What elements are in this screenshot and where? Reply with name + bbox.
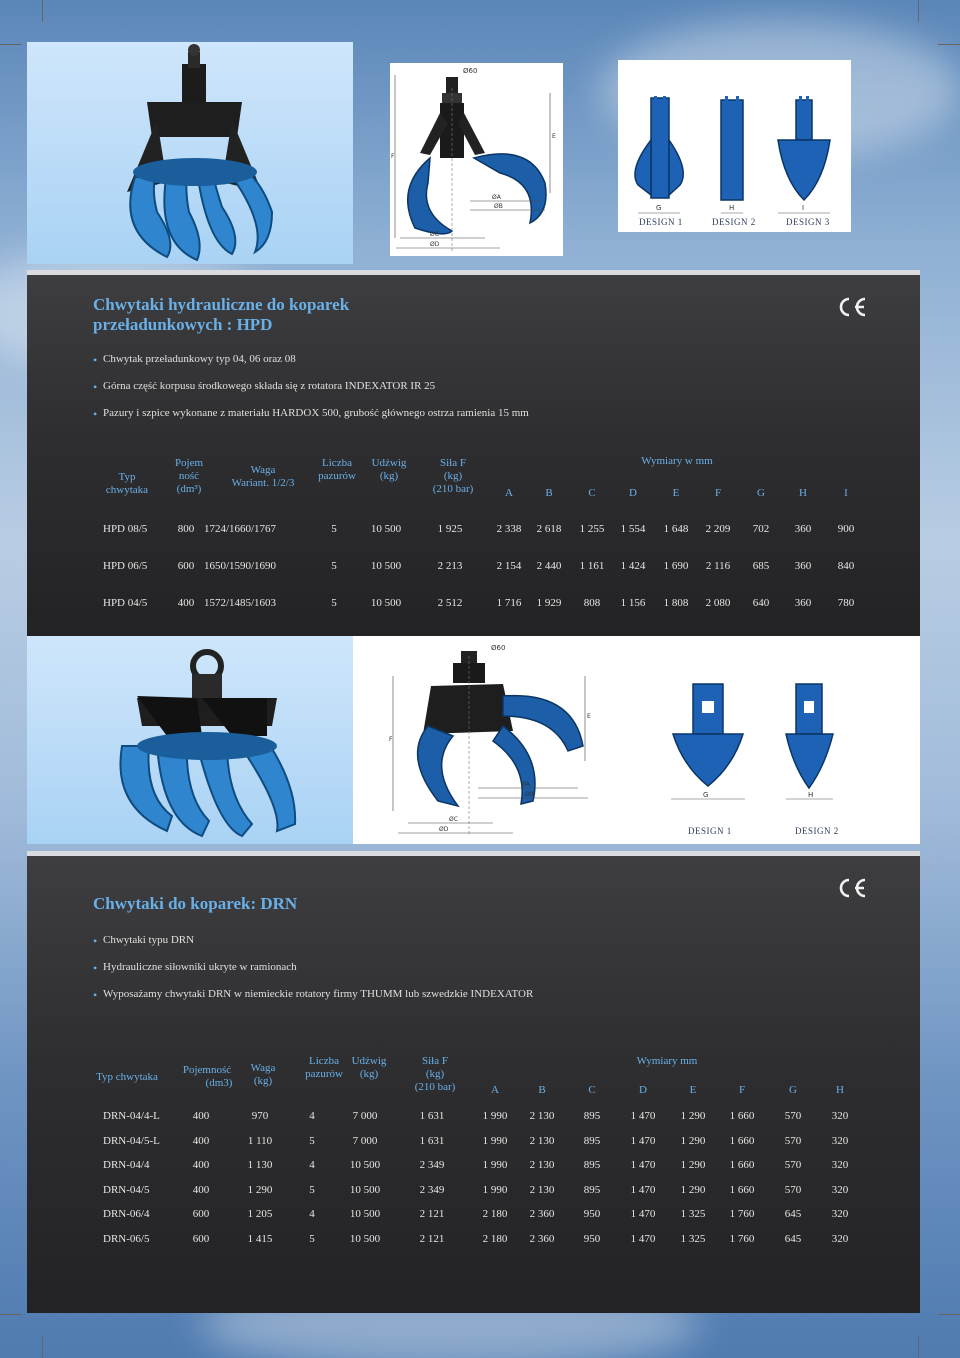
- table-cell: 702: [752, 523, 770, 535]
- table-cell: 1 470: [630, 1159, 656, 1171]
- table-cell: 360: [794, 597, 812, 609]
- col-header-sila: Siła F (kg) (210 bar): [414, 1055, 456, 1093]
- table-cell: 400: [192, 1110, 210, 1122]
- col-header-waga: Waga (kg): [250, 1062, 276, 1087]
- table-cell: 1 660: [729, 1110, 755, 1122]
- hpd-panel: [27, 270, 920, 636]
- dim-mark: Ø60: [463, 67, 478, 75]
- table-cell: 640: [752, 597, 770, 609]
- table-cell: DRN-04/5: [103, 1183, 150, 1196]
- table-cell: 400: [192, 1159, 210, 1171]
- table-cell: 895: [583, 1110, 601, 1122]
- dim-header-d: D: [629, 487, 637, 499]
- table-cell: 1 554: [620, 523, 646, 535]
- dim-mark: Ø60: [491, 644, 506, 652]
- table-cell: 1 925: [437, 523, 463, 535]
- dim-header-b: B: [545, 487, 553, 499]
- table-cell: DRN-06/5: [103, 1232, 150, 1245]
- table-cell: 950: [583, 1232, 601, 1245]
- ce-mark-icon: [835, 296, 867, 318]
- table-cell: 2 130: [529, 1159, 555, 1171]
- table-cell: 5: [331, 560, 337, 572]
- table-cell: 1 290: [680, 1159, 706, 1171]
- dim-letter: H: [729, 204, 735, 212]
- dim-header-g: G: [757, 487, 765, 499]
- table-cell: 10 500: [349, 1208, 381, 1220]
- table-cell: 4: [309, 1208, 315, 1220]
- drn-feature-list: [93, 934, 533, 1000]
- table-cell: 570: [784, 1159, 802, 1171]
- col-header-udzwig: Udźwig (kg): [351, 1055, 387, 1080]
- table-cell: 2 360: [529, 1232, 555, 1245]
- drn-panel: [27, 851, 920, 1313]
- table-cell: 1 660: [729, 1134, 755, 1147]
- list-item: • Górna część korpusu środkowego składa się z rotatora INDEXATOR IR 25: [93, 380, 529, 392]
- table-cell: 1 760: [729, 1208, 755, 1220]
- dim-mark: ØD: [430, 241, 440, 248]
- table-cell: 970: [251, 1110, 269, 1122]
- col-header-pojemnosc: Pojemność (dm3): [182, 1064, 233, 1089]
- ce-mark-icon: [835, 877, 867, 899]
- table-cell: 1 631: [419, 1134, 445, 1147]
- table-cell: 2 349: [419, 1159, 445, 1171]
- table-cell: 1 424: [620, 560, 646, 572]
- table-cell: 1 325: [680, 1232, 706, 1245]
- dim-mark: F: [391, 153, 395, 160]
- table-cell: 900: [837, 523, 855, 535]
- table-cell: 1 470: [630, 1134, 656, 1147]
- dim-mark: ØB: [525, 791, 534, 798]
- table-cell: 780: [837, 597, 855, 609]
- drn-grab-photo: [27, 636, 353, 844]
- dim-header-f: F: [714, 487, 722, 499]
- table-cell: 685: [752, 560, 770, 572]
- table-cell: 2 080: [705, 597, 731, 609]
- design-label: DESIGN 1: [639, 217, 683, 227]
- table-cell: 570: [784, 1134, 802, 1147]
- table-cell: 2 116: [705, 560, 731, 572]
- table-cell: 10 500: [370, 523, 402, 535]
- table-cell: 2 440: [536, 560, 562, 572]
- hpd-designs-drawing: [618, 60, 851, 232]
- table-cell: 1 470: [630, 1208, 656, 1220]
- table-cell: 10 500: [349, 1232, 381, 1245]
- list-item: • Chwytaki typu DRN: [93, 934, 533, 946]
- table-cell: 2 154: [496, 560, 522, 572]
- dim-header-h: H: [799, 487, 807, 499]
- table-cell: 1 990: [482, 1159, 508, 1171]
- table-cell: 10 500: [349, 1159, 381, 1171]
- dim-header-i: I: [844, 487, 848, 499]
- table-cell: 360: [794, 523, 812, 535]
- table-cell: 895: [583, 1134, 601, 1147]
- table-cell: 1 205: [247, 1208, 273, 1220]
- table-cell: 1 990: [482, 1110, 508, 1122]
- table-cell: 1 716: [496, 597, 522, 609]
- table-cell: 600: [192, 1208, 210, 1220]
- dim-header-c: C: [588, 1084, 596, 1096]
- table-cell: 1 161: [579, 560, 605, 572]
- table-cell: 400: [192, 1134, 210, 1147]
- table-cell: 2 209: [705, 523, 731, 535]
- col-header-wymiary: Wymiary mm: [636, 1055, 698, 1067]
- table-cell: 400: [177, 597, 195, 609]
- dim-header-c: C: [588, 487, 596, 499]
- dim-header-a: A: [491, 1084, 499, 1096]
- table-cell: DRN-06/4: [103, 1208, 150, 1220]
- dim-mark: ØC: [430, 231, 439, 238]
- table-cell: 1 110: [247, 1134, 273, 1147]
- table-cell: 1 760: [729, 1232, 755, 1245]
- table-cell: 600: [177, 560, 195, 572]
- table-cell: 1 130: [247, 1159, 273, 1171]
- table-cell: DRN-04/4: [103, 1159, 150, 1171]
- table-cell: 320: [831, 1110, 849, 1122]
- hpd-title: Chwytaki hydrauliczne do koparek przeładunkowych : HPD: [93, 295, 350, 334]
- dim-letter: G: [656, 204, 662, 212]
- table-cell: 1 290: [247, 1183, 273, 1196]
- design-label: DESIGN 3: [786, 217, 830, 227]
- design-label: DESIGN 1: [688, 826, 732, 836]
- col-header-liczba: Liczba pazurów: [318, 457, 356, 482]
- table-cell: 840: [837, 560, 855, 572]
- drn-title: Chwytaki do koparek: DRN: [93, 894, 298, 913]
- table-cell: 320: [831, 1183, 849, 1196]
- table-cell: 2 121: [419, 1208, 445, 1220]
- table-cell: 1 660: [729, 1159, 755, 1171]
- table-cell: 2 121: [419, 1232, 445, 1245]
- dim-mark: ØC: [449, 816, 458, 823]
- col-header-udzwig: Udźwig (kg): [371, 457, 407, 482]
- table-cell: 1 470: [630, 1183, 656, 1196]
- table-cell: 600: [192, 1232, 210, 1245]
- list-item: • Hydrauliczne siłowniki ukryte w ramionach: [93, 961, 533, 973]
- table-cell: 1724/1660/1767: [203, 523, 277, 535]
- table-cell: 1 290: [680, 1134, 706, 1147]
- table-cell: 4: [309, 1110, 315, 1122]
- list-item: • Wyposażamy chwytaki DRN w niemieckie rotatory firmy THUMM lub szwedzkie INDEXATOR: [93, 988, 533, 1000]
- table-cell: 1 156: [620, 597, 646, 609]
- table-cell: 1 290: [680, 1183, 706, 1196]
- table-cell: 7 000: [352, 1134, 378, 1147]
- table-cell: 645: [784, 1208, 802, 1220]
- table-cell: HPD 04/5: [103, 597, 148, 609]
- dim-letter: I: [802, 204, 805, 212]
- drn-technical-drawing: [353, 636, 920, 844]
- table-cell: 895: [583, 1183, 601, 1196]
- table-cell: 5: [309, 1134, 315, 1147]
- col-header-typ: Typ chwytaka: [105, 471, 149, 496]
- table-cell: 10 500: [370, 597, 402, 609]
- table-cell: 360: [794, 560, 812, 572]
- table-cell: 320: [831, 1232, 849, 1245]
- table-cell: 320: [831, 1208, 849, 1220]
- dim-header-e: E: [672, 487, 680, 499]
- table-cell: 2 338: [496, 523, 522, 535]
- dim-header-g: G: [789, 1084, 797, 1096]
- dim-mark: ØD: [439, 826, 449, 833]
- table-cell: 2 130: [529, 1110, 555, 1122]
- table-cell: 2 618: [536, 523, 562, 535]
- dim-header-e: E: [689, 1084, 697, 1096]
- list-item: • Pazury i szpice wykonane z materiału HARDOX 500, grubość głównego ostrza ramienia 15 mm: [93, 407, 529, 419]
- dim-mark: ØB: [494, 203, 503, 210]
- table-cell: HPD 06/5: [103, 560, 148, 572]
- table-cell: 7 000: [352, 1110, 378, 1122]
- table-cell: 1 808: [663, 597, 689, 609]
- col-header-liczba: Liczba pazurów: [305, 1055, 343, 1080]
- dim-mark: ØA: [521, 781, 530, 788]
- table-cell: 320: [831, 1159, 849, 1171]
- table-cell: 1 648: [663, 523, 689, 535]
- table-cell: 400: [192, 1183, 210, 1196]
- table-cell: 4: [309, 1159, 315, 1171]
- table-cell: 1 660: [729, 1183, 755, 1196]
- table-cell: 1650/1590/1690: [203, 560, 277, 572]
- dim-mark: E: [587, 713, 591, 720]
- list-item: • Chwytak przeładunkowy typ 04, 06 oraz 08: [93, 353, 529, 365]
- table-cell: 10 500: [349, 1183, 381, 1196]
- hpd-feature-list: [93, 353, 529, 419]
- dim-header-f: F: [738, 1084, 746, 1096]
- dim-header-a: A: [505, 487, 513, 499]
- table-cell: 2 130: [529, 1134, 555, 1147]
- table-cell: 1 470: [630, 1232, 656, 1245]
- col-header-waga: Waga Wariant. 1/2/3: [231, 464, 295, 489]
- hpd-grab-photo: [27, 42, 353, 264]
- table-cell: HPD 08/5: [103, 523, 148, 535]
- table-cell: 1 631: [419, 1110, 445, 1122]
- dim-letter: G: [703, 791, 709, 799]
- dim-mark: E: [552, 133, 556, 140]
- table-cell: 1572/1485/1603: [203, 597, 277, 609]
- table-cell: 570: [784, 1183, 802, 1196]
- table-cell: 2 213: [437, 560, 463, 572]
- table-cell: 320: [831, 1134, 849, 1147]
- dim-header-b: B: [538, 1084, 546, 1096]
- table-cell: 1 415: [247, 1232, 273, 1245]
- table-cell: 2 180: [482, 1232, 508, 1245]
- hpd-technical-drawing: [390, 63, 563, 256]
- col-header-sila: Siła F (kg) (210 bar): [432, 457, 474, 495]
- dim-letter: H: [808, 791, 814, 799]
- table-cell: 2 512: [437, 597, 463, 609]
- table-cell: 2 349: [419, 1183, 445, 1196]
- table-cell: 1 255: [579, 523, 605, 535]
- table-cell: 1 990: [482, 1183, 508, 1196]
- table-cell: 5: [331, 597, 337, 609]
- table-cell: 10 500: [370, 560, 402, 572]
- table-cell: 2 180: [482, 1208, 508, 1220]
- dim-mark: F: [389, 736, 393, 743]
- dim-header-d: D: [639, 1084, 647, 1096]
- table-cell: DRN-04/5-L: [103, 1134, 160, 1147]
- table-cell: 1 470: [630, 1110, 656, 1122]
- table-cell: 1 290: [680, 1110, 706, 1122]
- table-cell: 800: [177, 523, 195, 535]
- col-header-typ: Typ chwytaka: [96, 1071, 158, 1083]
- table-cell: 5: [331, 523, 337, 535]
- table-cell: 1 690: [663, 560, 689, 572]
- table-cell: DRN-04/4-L: [103, 1110, 160, 1122]
- table-cell: 1 325: [680, 1208, 706, 1220]
- table-cell: 950: [583, 1208, 601, 1220]
- table-cell: 645: [784, 1232, 802, 1245]
- table-cell: 5: [309, 1232, 315, 1245]
- table-cell: 808: [583, 597, 601, 609]
- table-cell: 1 990: [482, 1134, 508, 1147]
- table-cell: 1 929: [536, 597, 562, 609]
- table-cell: 2 130: [529, 1183, 555, 1196]
- table-cell: 5: [309, 1183, 315, 1196]
- table-cell: 570: [784, 1110, 802, 1122]
- design-label: DESIGN 2: [795, 826, 839, 836]
- dim-mark: ØA: [492, 194, 501, 201]
- col-header-wymiary: Wymiary w mm: [641, 455, 713, 467]
- table-cell: 2 360: [529, 1208, 555, 1220]
- table-cell: 895: [583, 1159, 601, 1171]
- dim-header-h: H: [836, 1084, 844, 1096]
- col-header-pojemnosc: Pojem ność (dm³): [174, 457, 204, 495]
- design-label: DESIGN 2: [712, 217, 756, 227]
